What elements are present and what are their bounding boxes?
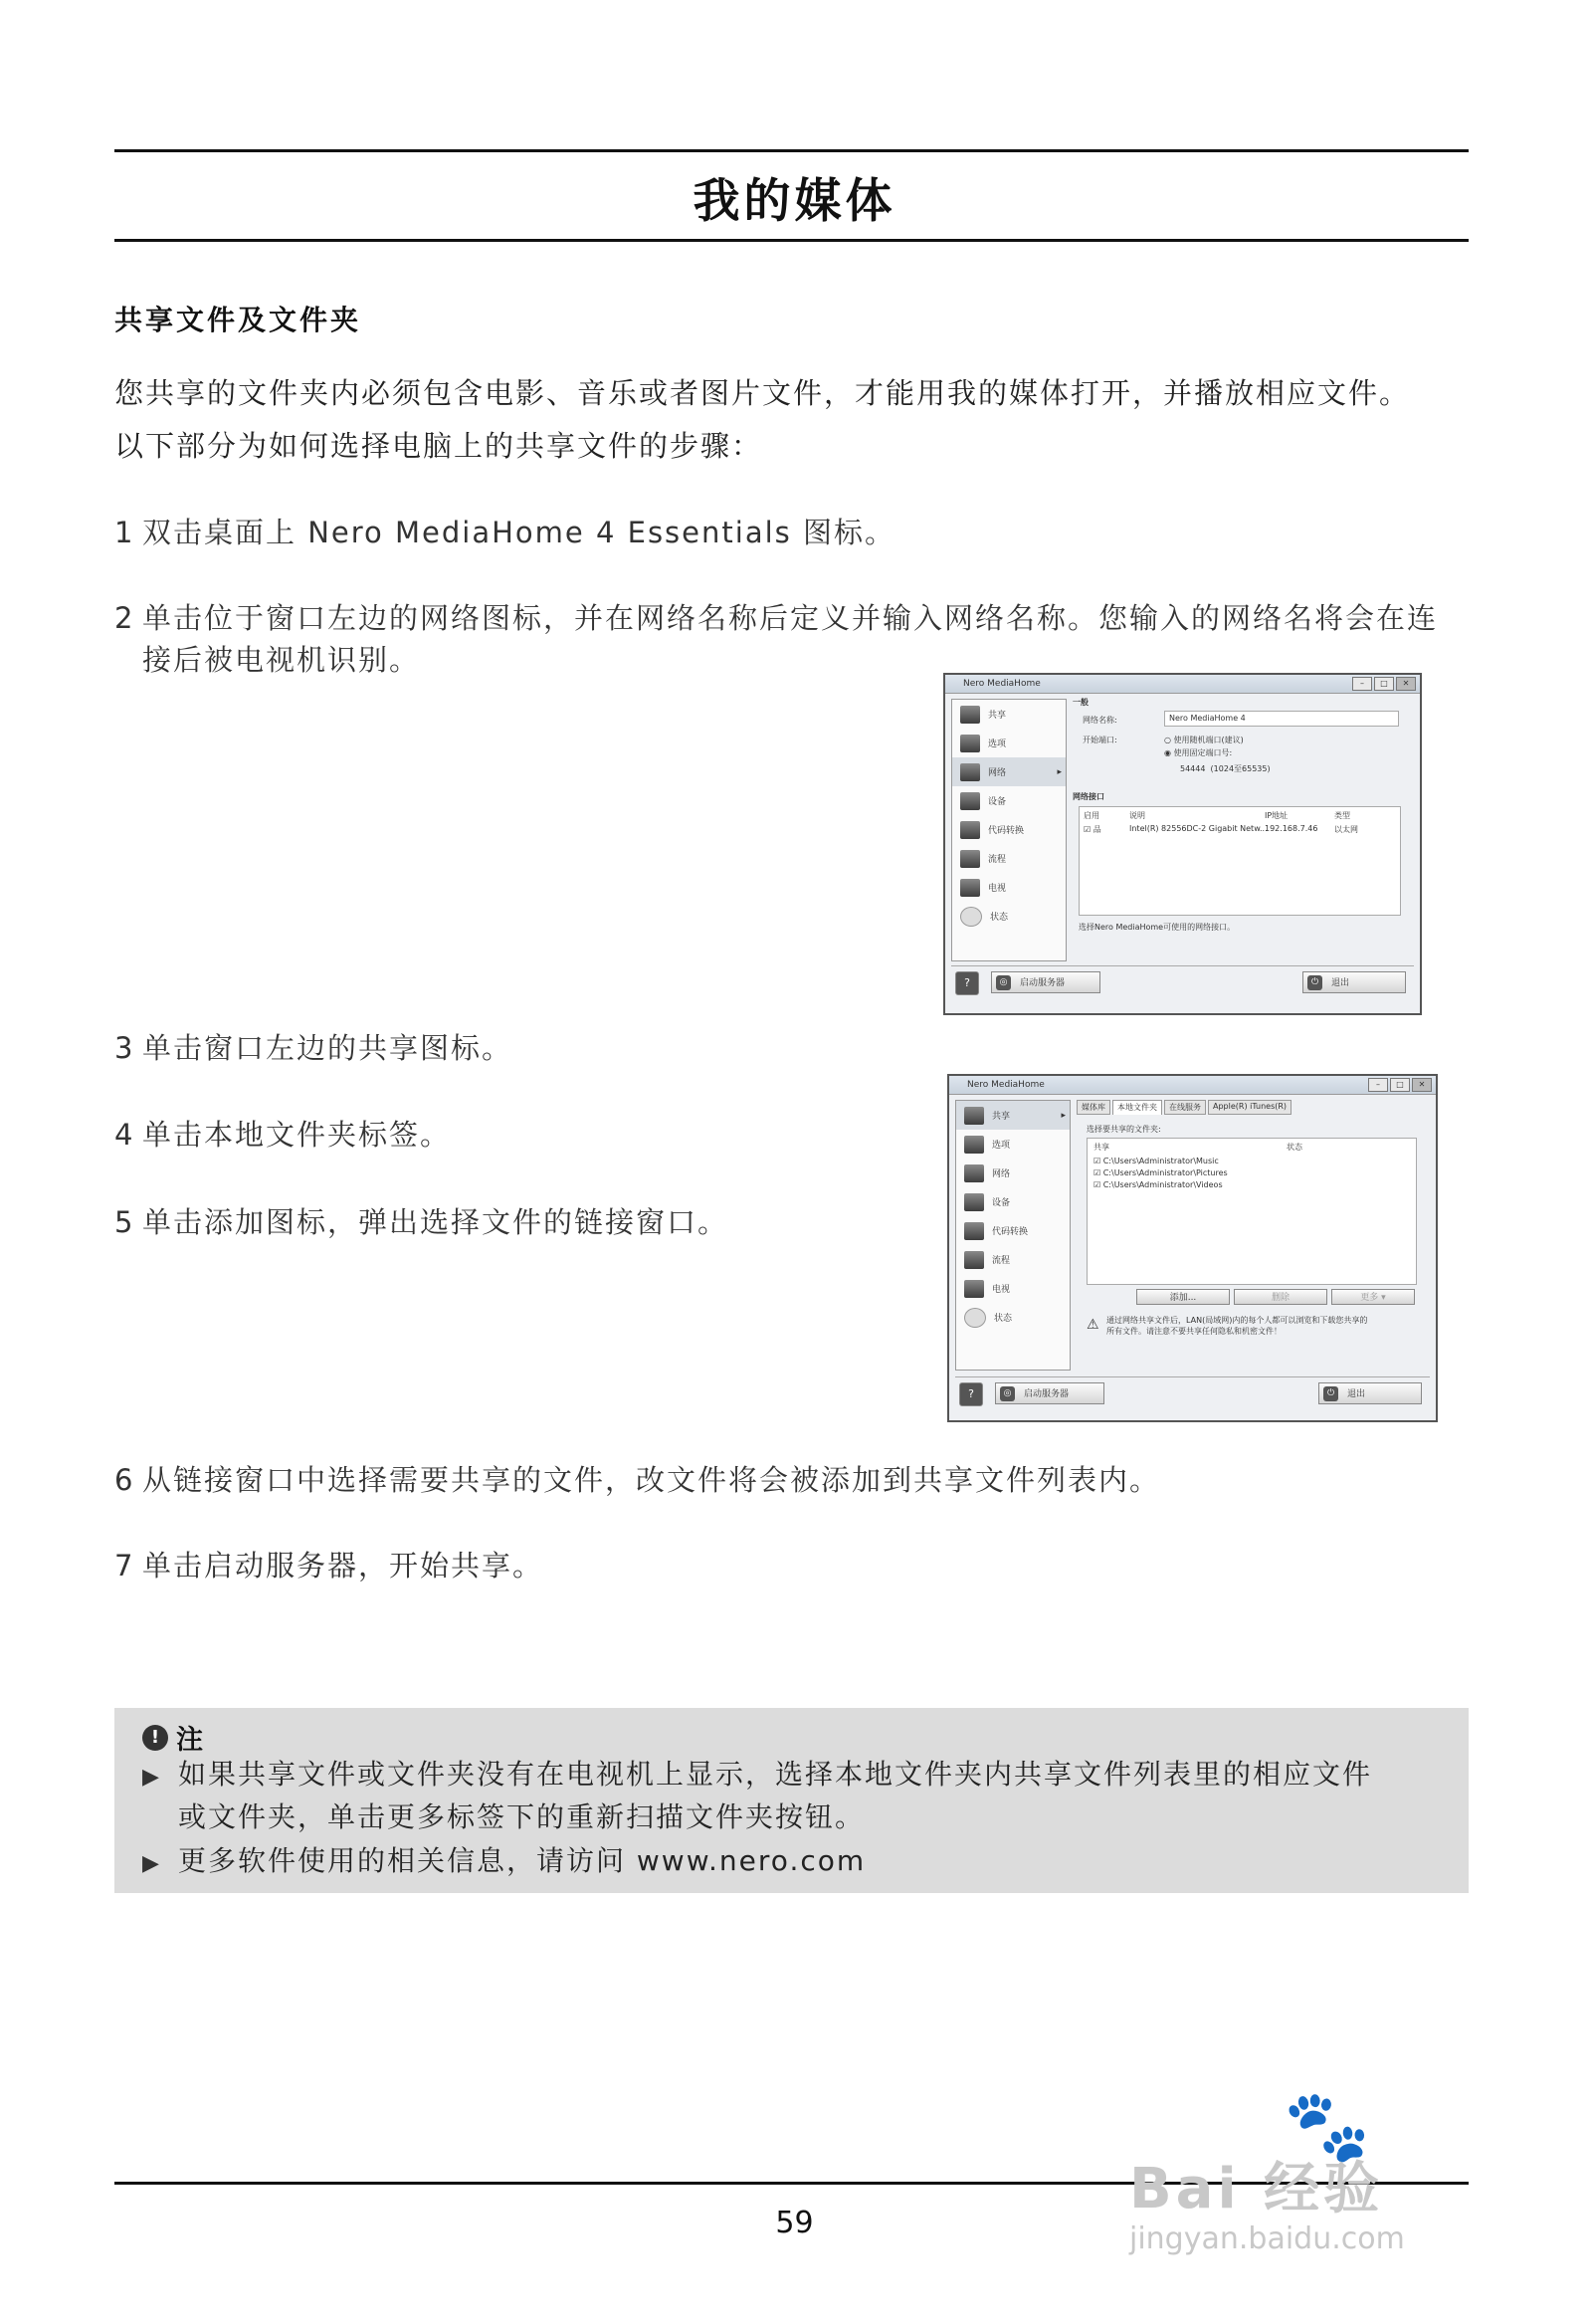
sidebar-item-label: 状态 bbox=[990, 913, 1009, 923]
sidebar-item-options bbox=[956, 1130, 1070, 1159]
tab-itunes: Apple(R) iTunes(R) bbox=[1208, 1100, 1291, 1115]
step-number: 6 bbox=[114, 1463, 135, 1497]
col-description: 说明 bbox=[1129, 811, 1145, 820]
start-icon: ◎ bbox=[996, 975, 1011, 990]
sidebar-item-tv bbox=[956, 1274, 1070, 1303]
step-number: 2 bbox=[114, 601, 135, 635]
remove-folder-button: 删除 bbox=[1234, 1289, 1327, 1305]
sidebar-item-tv bbox=[952, 873, 1066, 902]
port-value: 54444 (1024至65535) bbox=[1180, 764, 1271, 773]
step-4 bbox=[114, 1114, 451, 1156]
minimize-icon: – bbox=[1352, 677, 1372, 691]
stream-icon bbox=[960, 850, 980, 868]
sidebar-item-label: 设备 bbox=[992, 1198, 1011, 1208]
close-icon: ✕ bbox=[1396, 677, 1416, 691]
sidebar bbox=[951, 699, 1067, 961]
row-checkbox: ☑ 品 bbox=[1084, 825, 1101, 834]
warning-icon: ⚠ bbox=[1087, 1317, 1099, 1333]
info-icon: ! bbox=[142, 1725, 168, 1751]
screenshot-network-settings bbox=[943, 673, 1422, 1015]
device-icon bbox=[960, 792, 980, 810]
sidebar-item-stream bbox=[956, 1245, 1070, 1274]
network-name-field bbox=[1164, 711, 1399, 727]
sidebar-item-label: 共享 bbox=[992, 1112, 1011, 1122]
bottom-bar bbox=[955, 1376, 1430, 1407]
sidebar-item-label: 共享 bbox=[988, 711, 1007, 721]
share-icon bbox=[960, 706, 980, 724]
page-title: 我的媒体 bbox=[693, 174, 896, 229]
network-name-value: Nero MediaHome 4 bbox=[1169, 714, 1246, 723]
intro-line-1: 您共享的文件夹内必须包含电影、音乐或者图片文件，才能用我的媒体打开，并播放相应文件。 bbox=[114, 376, 1411, 410]
step-text: 单击启动服务器，开始共享。 bbox=[142, 1549, 544, 1583]
sidebar-item-label: 选项 bbox=[992, 1141, 1011, 1151]
port-label: 开始端口: bbox=[1083, 736, 1117, 744]
start-server-button: ◎ 启动服务器 bbox=[995, 1382, 1104, 1404]
start-icon: ◎ bbox=[1000, 1386, 1015, 1401]
step-7 bbox=[114, 1545, 543, 1586]
col-type: 类型 bbox=[1334, 811, 1350, 820]
row-type: 以太网 bbox=[1334, 825, 1358, 834]
sidebar-item-transcode bbox=[952, 815, 1066, 844]
window-titlebar bbox=[945, 675, 1420, 694]
tab-online-services: 在线服务 bbox=[1164, 1100, 1206, 1115]
intro-line-2: 以下部分为如何选择电脑上的共享文件的步骤： bbox=[114, 429, 763, 463]
sidebar-item-label: 电视 bbox=[992, 1285, 1011, 1295]
sidebar-item-devices bbox=[952, 786, 1066, 815]
device-icon bbox=[964, 1193, 984, 1211]
add-folder-button: 添加... bbox=[1136, 1289, 1230, 1305]
col-enable: 启用 bbox=[1084, 811, 1099, 820]
row-ip: 192.168.7.46 bbox=[1265, 824, 1318, 833]
step-6 bbox=[114, 1459, 1160, 1501]
watermark-url: jingyan.baidu.com bbox=[1129, 2221, 1405, 2256]
step-text: 单击本地文件夹标签。 bbox=[142, 1118, 452, 1152]
window-title: Nero MediaHome bbox=[963, 679, 1041, 689]
sidebar-item-label: 流程 bbox=[988, 855, 1007, 865]
sidebar-item-label: 状态 bbox=[994, 1314, 1013, 1324]
minimize-icon: – bbox=[1368, 1078, 1388, 1092]
sidebar-item-transcode bbox=[956, 1216, 1070, 1245]
help-icon: ? bbox=[959, 1382, 983, 1406]
step-number: 1 bbox=[114, 516, 135, 549]
note-bullet-1 bbox=[142, 1754, 1372, 1798]
col-status: 状态 bbox=[1287, 1143, 1302, 1152]
step-number: 3 bbox=[114, 1031, 135, 1065]
bottom-bar bbox=[951, 965, 1414, 996]
step-text: 单击添加图标，弹出选择文件的链接窗口。 bbox=[142, 1205, 729, 1239]
power-icon: ⏻ bbox=[1323, 1386, 1338, 1401]
sidebar-item-label: 电视 bbox=[988, 884, 1007, 894]
step-text: 双击桌面上 Nero MediaHome 4 Essentials 图标。 bbox=[142, 516, 895, 549]
window-title: Nero MediaHome bbox=[967, 1080, 1045, 1090]
interfaces-hint: 选择Nero MediaHome可使用的网络接口。 bbox=[1079, 923, 1236, 932]
sidebar-item-share bbox=[956, 1101, 1070, 1130]
sidebar-item-options bbox=[952, 729, 1066, 757]
watermark-brand: Bai 经验 bbox=[1129, 2157, 1384, 2221]
exit-button: ⏻ 退出 bbox=[1318, 1382, 1422, 1404]
col-share: 共享 bbox=[1093, 1143, 1109, 1152]
section-heading: 共享文件及文件夹 bbox=[114, 304, 362, 336]
step-text: 单击位于窗口左边的网络图标，并在网络名称后定义并输入网络名称。您输入的网络名将会在连 bbox=[142, 601, 1439, 635]
step-3 bbox=[114, 1027, 512, 1069]
network-name-label: 网络名称: bbox=[1083, 716, 1117, 725]
sidebar-item-devices bbox=[956, 1187, 1070, 1216]
sidebar-item-label: 网络 bbox=[992, 1169, 1011, 1179]
sidebar-item-label: 代码转换 bbox=[988, 826, 1025, 836]
note-box bbox=[114, 1708, 1469, 1893]
maximize-icon: □ bbox=[1374, 677, 1394, 691]
note-bullet-text: 如果共享文件或文件夹没有在电视机上显示，选择本地文件夹内共享文件列表里的相应文件 bbox=[178, 1758, 1373, 1791]
power-icon: ⏻ bbox=[1307, 975, 1322, 990]
exit-button: ⏻ 退出 bbox=[1302, 971, 1406, 993]
note-bullet-text: 或文件夹，单击更多标签下的重新扫描文件夹按钮。 bbox=[178, 1800, 866, 1833]
network-icon bbox=[960, 763, 980, 781]
transcode-icon bbox=[964, 1222, 984, 1240]
maximize-icon: □ bbox=[1390, 1078, 1410, 1092]
lightbulb-icon bbox=[960, 907, 982, 927]
step-5 bbox=[114, 1201, 728, 1243]
close-icon: ✕ bbox=[1412, 1078, 1432, 1092]
interfaces-table bbox=[1079, 806, 1401, 916]
bullet-arrow-icon: ▶ bbox=[142, 1851, 161, 1876]
bullet-arrow-icon: ▶ bbox=[142, 1765, 161, 1790]
sidebar-item-stream bbox=[952, 844, 1066, 873]
sidebar bbox=[955, 1100, 1071, 1371]
note-heading-text: 注 bbox=[176, 1725, 203, 1756]
note-bullet-text: 更多软件使用的相关信息，请访问 www.nero.com bbox=[178, 1844, 867, 1877]
sidebar-item-status bbox=[956, 1303, 1070, 1332]
step-1 bbox=[114, 512, 895, 553]
sidebar-item-share bbox=[952, 700, 1066, 729]
general-label: 一般 bbox=[1073, 698, 1089, 707]
step-number: 4 bbox=[114, 1118, 135, 1152]
sidebar-item-network bbox=[956, 1159, 1070, 1187]
tv-icon bbox=[964, 1280, 984, 1298]
warning-text-1: 通过网络共享文件后，LAN(局域网)内的每个人都可以浏览和下载您共享的 bbox=[1106, 1316, 1368, 1325]
folder-row: ☑ C:\Users\Administrator\Videos bbox=[1093, 1180, 1223, 1189]
step-text: 单击窗口左边的共享图标。 bbox=[142, 1031, 513, 1065]
share-icon bbox=[964, 1107, 984, 1125]
tools-icon bbox=[964, 1136, 984, 1154]
step-text-continued: 接后被电视机识别。 bbox=[142, 643, 421, 677]
sidebar-item-label: 设备 bbox=[988, 797, 1007, 807]
warning-text-2: 所有文件。请注意不要共享任何隐私和机密文件！ bbox=[1106, 1327, 1282, 1336]
screenshot-local-folders bbox=[947, 1074, 1438, 1422]
stream-icon bbox=[964, 1251, 984, 1269]
port-fixed-option: ◉ 使用固定端口号: bbox=[1164, 748, 1233, 757]
step-number: 5 bbox=[114, 1205, 135, 1239]
folder-row: ☑ C:\Users\Administrator\Music bbox=[1093, 1157, 1219, 1165]
tools-icon bbox=[960, 735, 980, 752]
sidebar-item-status bbox=[952, 902, 1066, 931]
baidu-paw-icon: 🐾 bbox=[1284, 2085, 1371, 2167]
col-ip: IP地址 bbox=[1265, 811, 1289, 820]
start-server-button: ◎ 启动服务器 bbox=[991, 971, 1100, 993]
sidebar-item-label: 选项 bbox=[988, 739, 1007, 749]
step-2 bbox=[114, 597, 1478, 681]
lightbulb-icon bbox=[964, 1308, 986, 1328]
sidebar-item-network bbox=[952, 757, 1066, 786]
note-heading bbox=[142, 1718, 203, 1757]
network-icon bbox=[964, 1164, 984, 1182]
help-icon: ? bbox=[955, 971, 979, 995]
row-description: Intel(R) 82556DC-2 Gigabit Netw... bbox=[1129, 824, 1268, 833]
top-rule bbox=[114, 149, 1469, 152]
title-underline bbox=[114, 239, 1469, 242]
sidebar-item-label: 网络 bbox=[988, 768, 1007, 778]
tab-local-folders: 本地文件夹 bbox=[1112, 1100, 1162, 1115]
step-text: 从链接窗口中选择需要共享的文件，改文件将会被添加到共享文件列表内。 bbox=[142, 1463, 1161, 1497]
window-titlebar bbox=[949, 1076, 1436, 1095]
interfaces-label: 网络接口 bbox=[1073, 792, 1104, 801]
sidebar-item-label: 流程 bbox=[992, 1256, 1011, 1266]
shared-folders-list bbox=[1087, 1138, 1417, 1285]
tv-icon bbox=[960, 879, 980, 897]
port-random-option: ○ 使用随机端口(建议) bbox=[1164, 736, 1244, 744]
tab-strip bbox=[1077, 1100, 1291, 1115]
transcode-icon bbox=[960, 821, 980, 839]
more-button: 更多 ▾ bbox=[1331, 1289, 1415, 1305]
note-bullet-1-continued bbox=[142, 1796, 865, 1838]
select-folders-label: 选择要共享的文件夹: bbox=[1087, 1125, 1161, 1134]
step-number: 7 bbox=[114, 1549, 135, 1583]
sidebar-item-label: 代码转换 bbox=[992, 1227, 1029, 1237]
tab-library: 媒体库 bbox=[1077, 1100, 1110, 1115]
page-number: 59 bbox=[775, 2206, 814, 2240]
folder-row: ☑ C:\Users\Administrator\Pictures bbox=[1093, 1168, 1228, 1177]
note-bullet-2 bbox=[142, 1840, 866, 1885]
